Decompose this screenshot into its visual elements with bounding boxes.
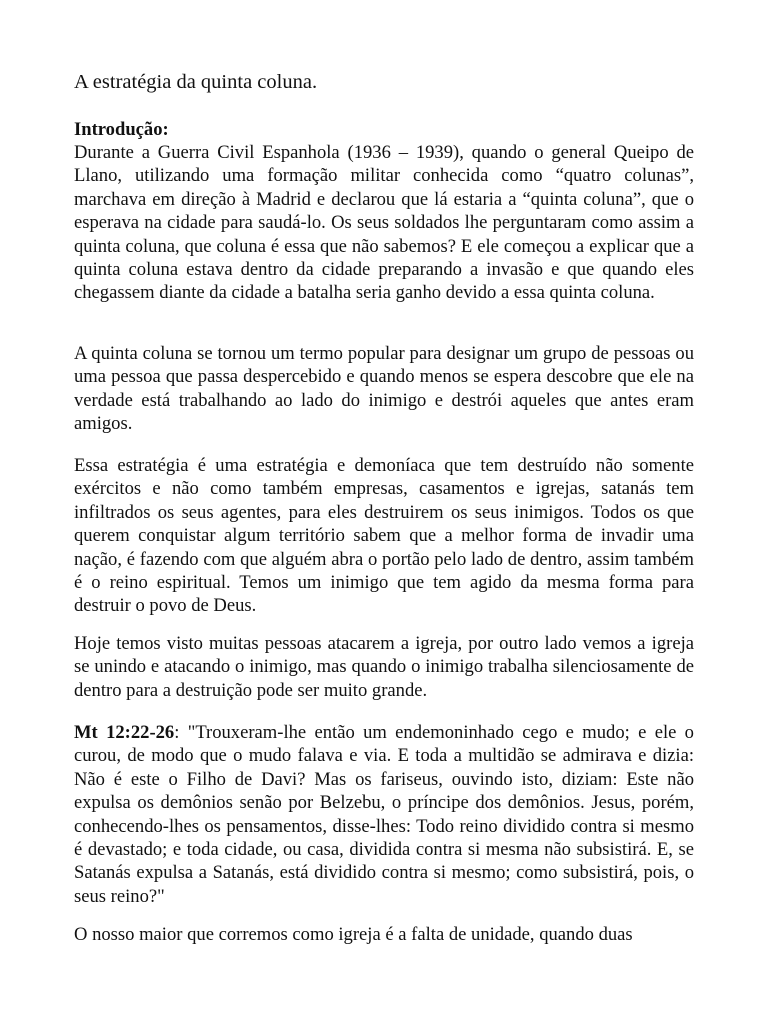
scripture-paragraph (74, 721, 694, 908)
scripture-text: : "Trouxeram-lhe então um endemoninhado cego e mudo; e ele o curou, de modo que o mudo falava e via. E toda a multidão se admirava e dizia: Não é este o Filho de Davi? Mas os fariseus, ouvindo isto, diziam: Este não expulsa os demônios senão por Belzebu, o príncipe dos demônios. Jesus, porém, conhecendo-lhes os pensamentos, disse-lhes: Todo reino dividido contra si mesmo é devastado; e toda cidade, ou casa, dividida contra si mesma não subsistirá. E, se Satanás expulsa a Satanás, está dividido contra si mesmo; como subsistirá, pois, o seus reino?" (74, 722, 694, 907)
scripture-reference: Mt 12:22-26 (74, 722, 175, 743)
paragraph-3: Essa estratégia é uma estratégia e demoníaca que tem destruído não somente exércitos e não como também empresas, casamentos e igrejas, satanás tem infiltrados os seus agentes, para eles destruirem os seus inimigos. Todos os que querem conquistar algum território sabem que a melhor forma de invadir uma nação, é fazendo com que alguém abra o portão pelo lado de dentro, assim também é o reino espiritual. Temos um inimigo que tem agido da mesma forma para destruir o povo de Deus. (74, 455, 694, 617)
paragraph-4: Hoje temos visto muitas pessoas atacarem a igreja, por outro lado vemos a igreja se unindo e atacando o inimigo, mas quando o inimigo trabalha silenciosamente de dentro para a destruição pode ser muito grande. (74, 633, 694, 701)
paragraph-1: Durante a Guerra Civil Espanhola (1936 – 1939), quando o general Queipo de Llano, utilizando uma formação militar conhecida como “quatro colunas”, marchava em direção à Madrid e declarou que lá estaria a “quinta coluna”, que o esperava na cidade para saudá-lo. Os seus soldados lhe perguntaram como assim a quinta coluna, que coluna é essa que não sabemos? E ele começou a explicar que a quinta coluna estava dentro da cidade preparando a invasão e que quando eles chegassem diante da cidade a batalha seria ganho devido a essa quinta coluna. (74, 142, 694, 304)
closing-paragraph: O nosso maior que corremos como igreja é a falta de unidade, quando duas (74, 924, 633, 945)
document-title: A estratégia da quinta coluna. (74, 71, 318, 93)
intro-heading: Introdução: (74, 119, 169, 140)
paragraph-2: A quinta coluna se tornou um termo popular para designar um grupo de pessoas ou uma pessoa que passa despercebido e quando menos se espera descobre que ele na verdade está trabalhando ao lado do inimigo e destrói aqueles que antes eram amigos. (74, 343, 694, 435)
